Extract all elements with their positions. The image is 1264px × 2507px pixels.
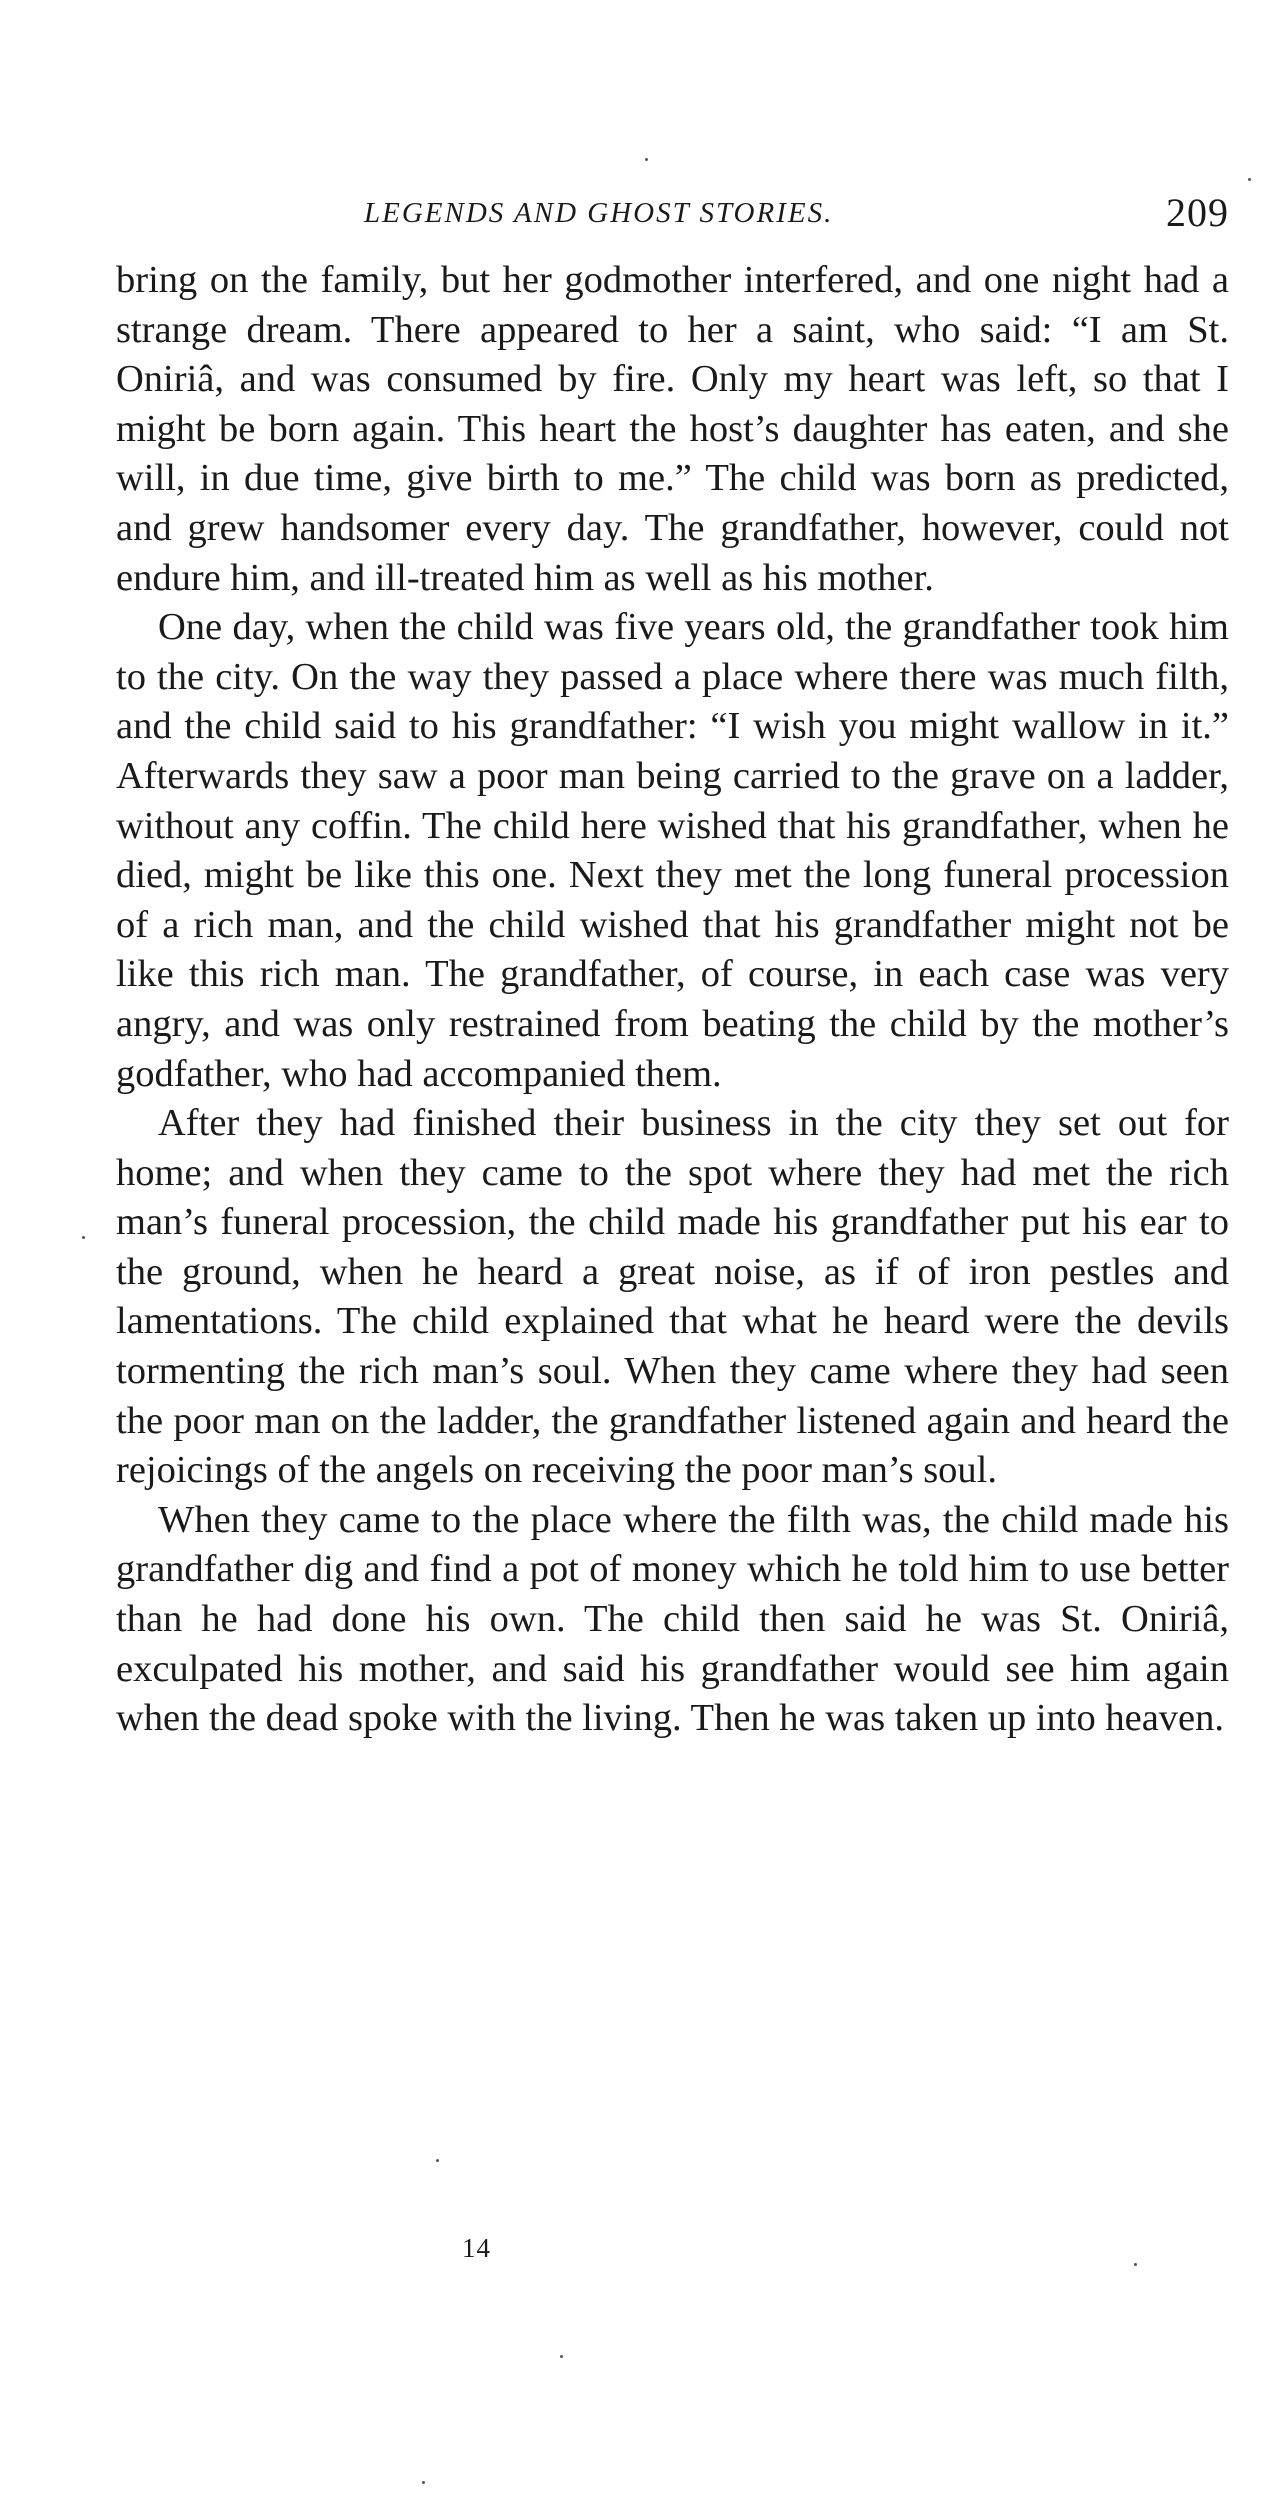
page-header bbox=[116, 188, 1229, 238]
paper-speck bbox=[1248, 178, 1251, 181]
signature-mark: 14 bbox=[462, 2233, 491, 2263]
paragraph-4: When they came to the place where the filth was, the child made his grandfather dig and find a pot of money which he told him to use better than he had done his own. The child then said he was St. Oniriâ, exculpated his mother, and said his grandfather would see him again when the dead spoke with the living. Then he was taken up into heaven. bbox=[116, 1498, 1229, 1740]
paper-speck bbox=[82, 1236, 85, 1239]
page-number: 209 bbox=[1166, 190, 1229, 235]
paragraph-3: After they had finished their business in the city they set out for home; and when they came to the spot where they had met the rich man’s funeral procession, the child made his grandfather put his ear to the ground, when he heard a great noise, as if of iron pestles and lamentations. The child explained that what he heard were the devils tormenting the rich man’s soul. When they came where they had seen the poor man on the ladder, the grandfather listened again and heard the rejoicings of the angels on receiving the poor man’s soul. bbox=[116, 1102, 1229, 1492]
paper-speck bbox=[560, 2355, 563, 2358]
body-text bbox=[116, 256, 1229, 1744]
paper-speck bbox=[422, 2481, 425, 2484]
paper-speck bbox=[436, 2159, 439, 2162]
paper-speck bbox=[645, 158, 648, 161]
paper-speck bbox=[1134, 2263, 1137, 2266]
paragraph-2: One day, when the child was five years old, the grandfather took him to the city. On the way they passed a place where there was much filth, and the child said to his grandfather: “I wish you might wallow in it.” Afterwards they saw a poor man being carried to the grave on a ladder, without any coffin. The child here wished that his grandfather, when he died, might be like this one. Next they met the long funeral procession of a rich man, and the child wished that his grandfather might not be like this rich man. The grandfather, of course, in each case was very angry, and was only restrained from beating the child by the mother’s godfather, who had accompanied them. bbox=[116, 606, 1229, 1095]
running-title: LEGENDS AND GHOST STORIES. bbox=[364, 197, 834, 229]
paragraph-1: bring on the family, but her godmother interfered, and one night had a strange dream. There appeared to her a saint, who said: “I am St. Oniriâ, and was consumed by fire. Only my heart was left, so that I might be born again. This heart the host’s daughter has eaten, and she will, in due time, give birth to me.” The child was born as predicted, and grew handsomer every day. The grandfather, however, could not endure him, and ill-treated him as well as his mother. bbox=[116, 259, 1229, 599]
